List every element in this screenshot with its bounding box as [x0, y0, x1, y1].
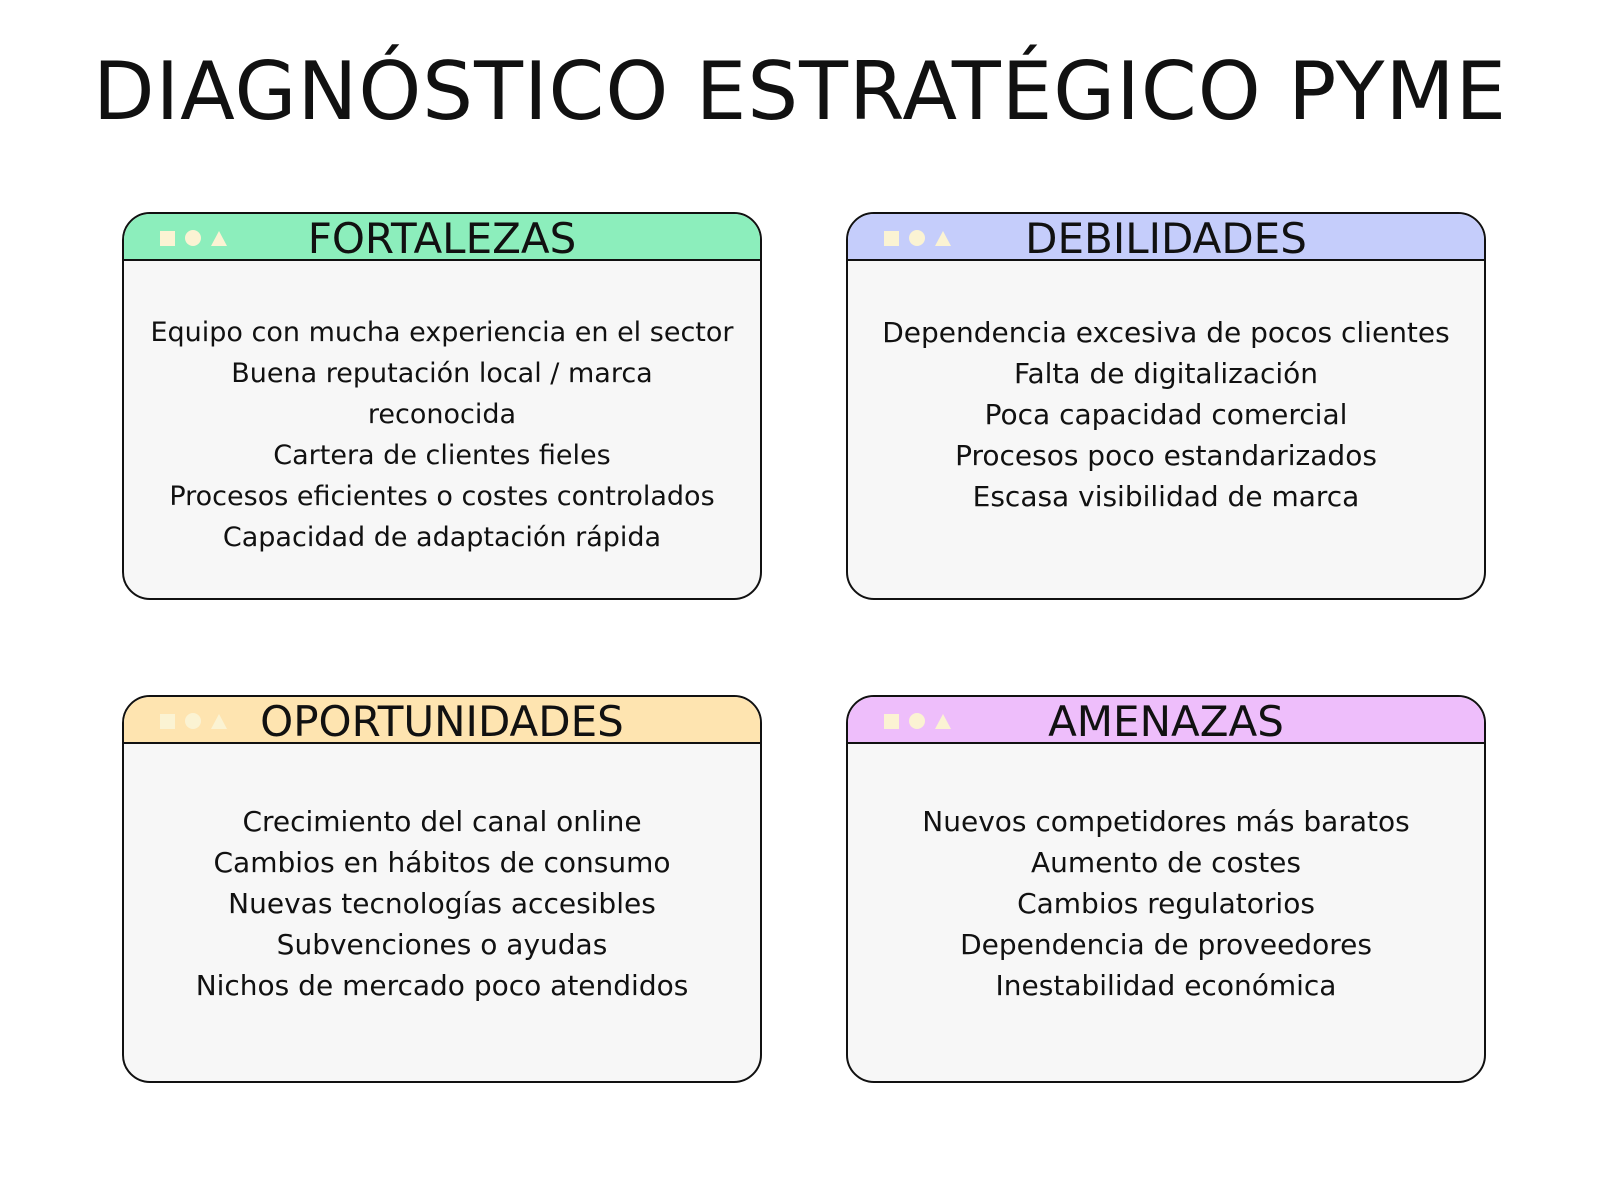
list-item: Procesos poco estandarizados: [955, 439, 1377, 472]
list-item: Buena reputación local / marca reconocida: [231, 358, 653, 430]
item-list-fortalezas: [124, 312, 760, 558]
card-header-debilidades: [848, 214, 1484, 261]
list-item: Subvenciones o ayudas: [276, 928, 608, 961]
list-item: Cambios en hábitos de consumo: [213, 846, 671, 879]
list-item: Cartera de clientes fieles: [273, 440, 611, 471]
card-title-fortalezas: FORTALEZAS: [307, 214, 577, 263]
list-item: Nuevas tecnologías accesibles: [228, 887, 656, 920]
card-title-oportunidades: OPORTUNIDADES: [260, 697, 624, 746]
list-item: Dependencia excesiva de pocos clientes: [882, 316, 1450, 349]
item-list-amenazas: [848, 801, 1484, 1006]
card-title-amenazas: AMENAZAS: [1048, 697, 1284, 746]
card-header-amenazas: [848, 697, 1484, 744]
list-item: Poca capacidad comercial: [984, 398, 1348, 431]
list-item: Capacidad de adaptación rápida: [222, 522, 662, 553]
list-item: Aumento de costes: [1031, 846, 1301, 879]
page-title: DIAGNÓSTICO ESTRATÉGICO PYME: [92, 45, 1508, 138]
list-item: Escasa visibilidad de marca: [972, 480, 1360, 513]
list-item: Crecimiento del canal online: [242, 805, 642, 838]
list-item: Procesos eficientes o costes controlados: [169, 481, 715, 512]
item-list-oportunidades: [124, 801, 760, 1006]
list-item: Nuevos competidores más baratos: [922, 805, 1410, 838]
list-item: Nichos de mercado poco atendidos: [195, 969, 689, 1002]
list-item: Cambios regulatorios: [1017, 887, 1315, 920]
card-oportunidades: [122, 695, 762, 1083]
card-debilidades: [846, 212, 1486, 600]
list-item: Inestabilidad económica: [995, 969, 1337, 1002]
card-fortalezas: [122, 212, 762, 600]
card-amenazas: [846, 695, 1486, 1083]
card-title-debilidades: DEBILIDADES: [1025, 214, 1307, 263]
list-item: Equipo con mucha experiencia en el sector: [150, 317, 734, 348]
card-header-fortalezas: [124, 214, 760, 261]
card-header-oportunidades: [124, 697, 760, 744]
list-item: Falta de digitalización: [1013, 357, 1319, 390]
list-item: Dependencia de proveedores: [960, 928, 1372, 961]
item-list-debilidades: [848, 312, 1484, 517]
